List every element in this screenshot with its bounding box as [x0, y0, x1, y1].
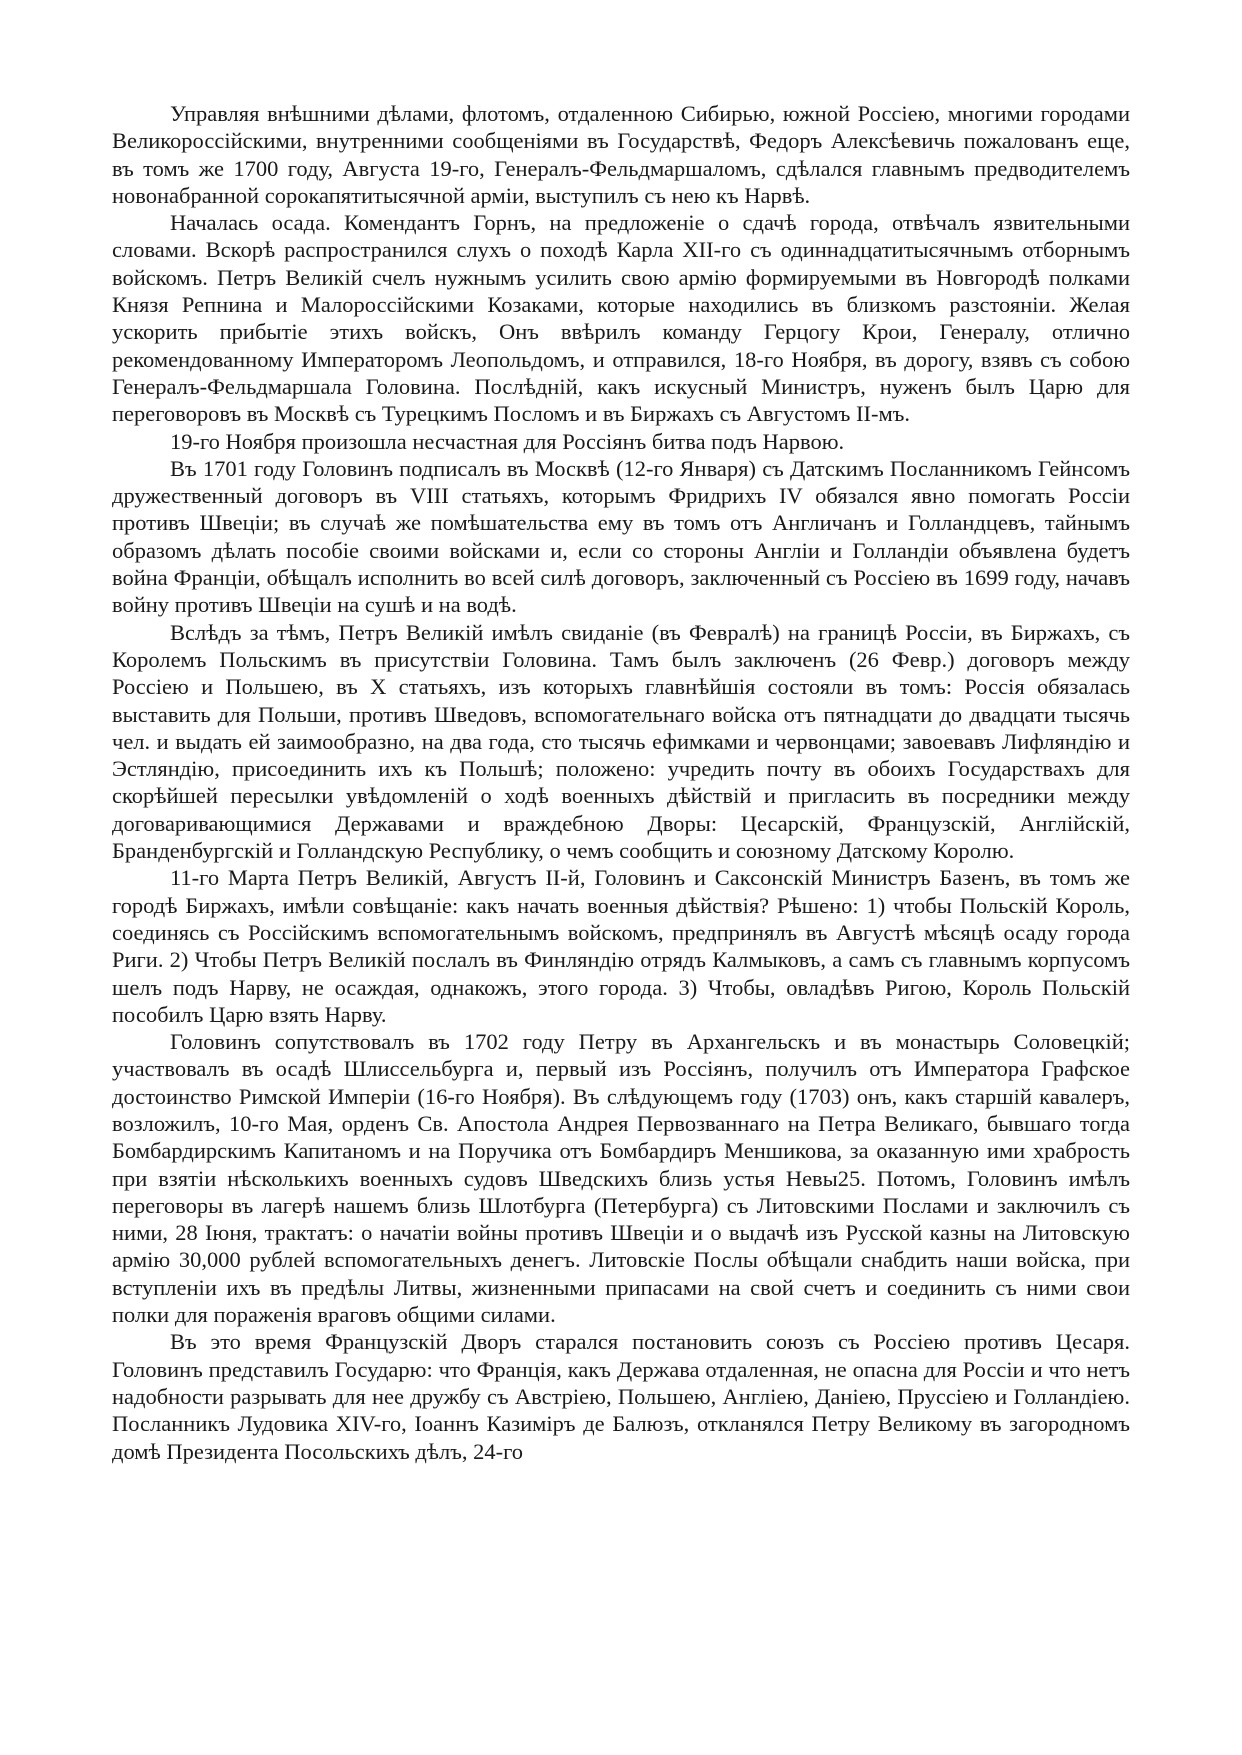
paragraph-7: Головинъ сопутствовалъ въ 1702 году Петру въ Архангельскъ и въ монастырь Соловецкiй; участвовалъ въ осадѣ Шлиссельбурга и, первый изъ Россiянъ, получилъ отъ Императора Графское достоинство Римской Имперiи (16-го Ноября). Въ слѣдующемъ году (1703) онъ, какъ старшiй кавалеръ, возложилъ, 10-го Мая, орденъ Св. Апостола Андрея Первозваннаго на Петра Великаго, бывшаго тогда Бомбардирскимъ Капитаномъ и на Поручика отъ Бомбардиръ Меншикова, за оказанную ими храбрость при взятiи нѣсколькихъ военныхъ судовъ Шведскихъ близь устья Невы25. Потомъ, Головинъ имѣлъ переговоры въ лагерѣ нашемъ близь Шлотбурга (Петербурга) съ Литовскими Послами и заключилъ съ ними, 28 Iюня, трактатъ: о начатiи войны противъ Швецiи и о выдачѣ изъ Русской казны на Литовскую армiю 30,000 рублей вспомогательныхъ денегъ. Литовскiе Послы обѣщали снабдить наши войска, при вступленiи ихъ въ предѣлы Литвы, жизненными припасами на свой счетъ и соединить съ ними свои полки для пораженiя враговъ общими силами.: [112, 1029, 1130, 1328]
paragraph-3: 19-го Ноября произошла несчастная для Россiянъ битва подъ Нарвою.: [170, 428, 845, 454]
paragraph-5: Вслѣдъ за тѣмъ, Петръ Великiй имѣлъ свиданiе (въ Февралѣ) на границѣ Россiи, въ Биржахъ, съ Королемъ Польскимъ въ присутствiи Головина. Тамъ былъ заключенъ (26 Февр.) договоръ между Россiею и Польшею, въ X статьяхъ, изъ которыхъ главнѣйшiя состояли въ томъ: Россiя обязалась выставить для Польши, противъ Шведовъ, вспомогательнаго войска отъ пятнадцати до двадцати тысячь чел. и выдать ей заимообразно, на два года, сто тысячь ефимками и червонцами; завоевавъ Лифляндiю и Эстляндiю, присоединить ихъ къ Польшѣ; положено: учредить почту въ обоихъ Государствахъ для скорѣйшей пересылки увѣдомленiй о ходѣ военныхъ дѣйствiй и пригласить въ посредники между договаривающимися Державами и враждебною Дворы: Цесарскiй, Французскiй, Англiйскiй, Бранденбургскiй и Голландскую Республику, о чемъ сообщить и союзному Датскому Королю.: [112, 619, 1130, 864]
text-body: [112, 100, 1130, 1465]
paragraph-1: Управляя внѣшними дѣлами, флотомъ, отдаленною Сибирью, южной Россiею, многими городами Великороссiйскими, внутренними сообщенiями въ Государствѣ, Федоръ Алексѣевичь пожалованъ еще, въ томъ же 1700 году, Августа 19-го, Генералъ-Фельдмаршаломъ, сдѣлался главнымъ предводителемъ новонабранной сорокапятитысячной армiи, выступилъ съ нею къ Нарвѣ.: [112, 101, 1130, 208]
paragraph-4: Въ 1701 году Головинъ подписалъ въ Москвѣ (12-го Января) съ Датскимъ Посланникомъ Гейнсомъ дружественный договоръ въ VIII статьяхъ, которымъ Фридрихъ IV обязался явно помогать Россiи противъ Швецiи; въ случаѣ же помѣшательства ему въ томъ отъ Англичанъ и Голландцевъ, тайнымъ образомъ дѣлать пособiе своими войсками и, если со стороны Англiи и Голландiи объявлена будетъ война Францiи, обѣщалъ исполнить во всей силѣ договоръ, заключенный съ Россiею въ 1699 году, начавъ войну противъ Швецiи на сушѣ и на водѣ.: [112, 455, 1130, 618]
paragraph-2: Началась осада. Комендантъ Горнъ, на предложенiе о сдачѣ города, отвѣчалъ язвительными словами. Вскорѣ распространился слухъ о походѣ Карла XII-го съ одиннадцатитысячнымъ отборнымъ войскомъ. Петръ Великiй счелъ нужнымъ усилить свою армiю формируемыми въ Новгородѣ полками Князя Репнина и Малороссiйскими Козаками, которые находились въ близкомъ разстоянiи. Желая ускорить прибытiе этихъ войскъ, Онъ ввѣрилъ команду Герцогу Крои, Генералу, отлично рекомендованному Императоромъ Леопольдомъ, и отправился, 18-го Ноября, въ дорогу, взявъ съ собою Генералъ-Фельдмаршала Головина. Послѣднiй, какъ искусный Министръ, нуженъ былъ Царю для переговоровъ въ Москвѣ съ Турецкимъ Посломъ и въ Биржахъ съ Августомъ II-мъ.: [112, 210, 1130, 427]
paragraph-8: Въ это время Французскiй Дворъ старался постановить союзъ съ Россiею противъ Цесаря. Головинъ представилъ Государю: что Францiя, какъ Держава отдаленная, не опасна для Россiи и что нетъ надобности разрывать для нее дружбу съ Австрiею, Польшею, Англiею, Данiею, Пруссiею и Голландiею. Посланникъ Лудовика XIV-го, Iоаннъ Казимiръ де Балюзъ, откланялся Петру Великому въ загородномъ домѣ Президента Посольскихъ дѣлъ, 24-го: [112, 1329, 1130, 1464]
paragraph-6: 11-го Марта Петръ Великiй, Августъ II-й, Головинъ и Саксонскiй Министръ Базенъ, въ томъ же городѣ Биржахъ, имѣли совѣщанiе: какъ начать военныя дѣйствiя? Рѣшено: 1) чтобы Польскiй Король, соединясь съ Россiйскимъ вспомогательнымъ войскомъ, предпринялъ въ Августѣ мѣсяцѣ осаду города Риги. 2) Чтобы Петръ Великiй послалъ въ Финляндiю отрядъ Калмыковъ, а самъ съ главнымъ корпусомъ шелъ подъ Нарву, не осаждая, однакожъ, этого города. 3) Чтобы, овладѣвъ Ригою, Король Польскiй пособилъ Царю взять Нарву.: [112, 865, 1130, 1027]
